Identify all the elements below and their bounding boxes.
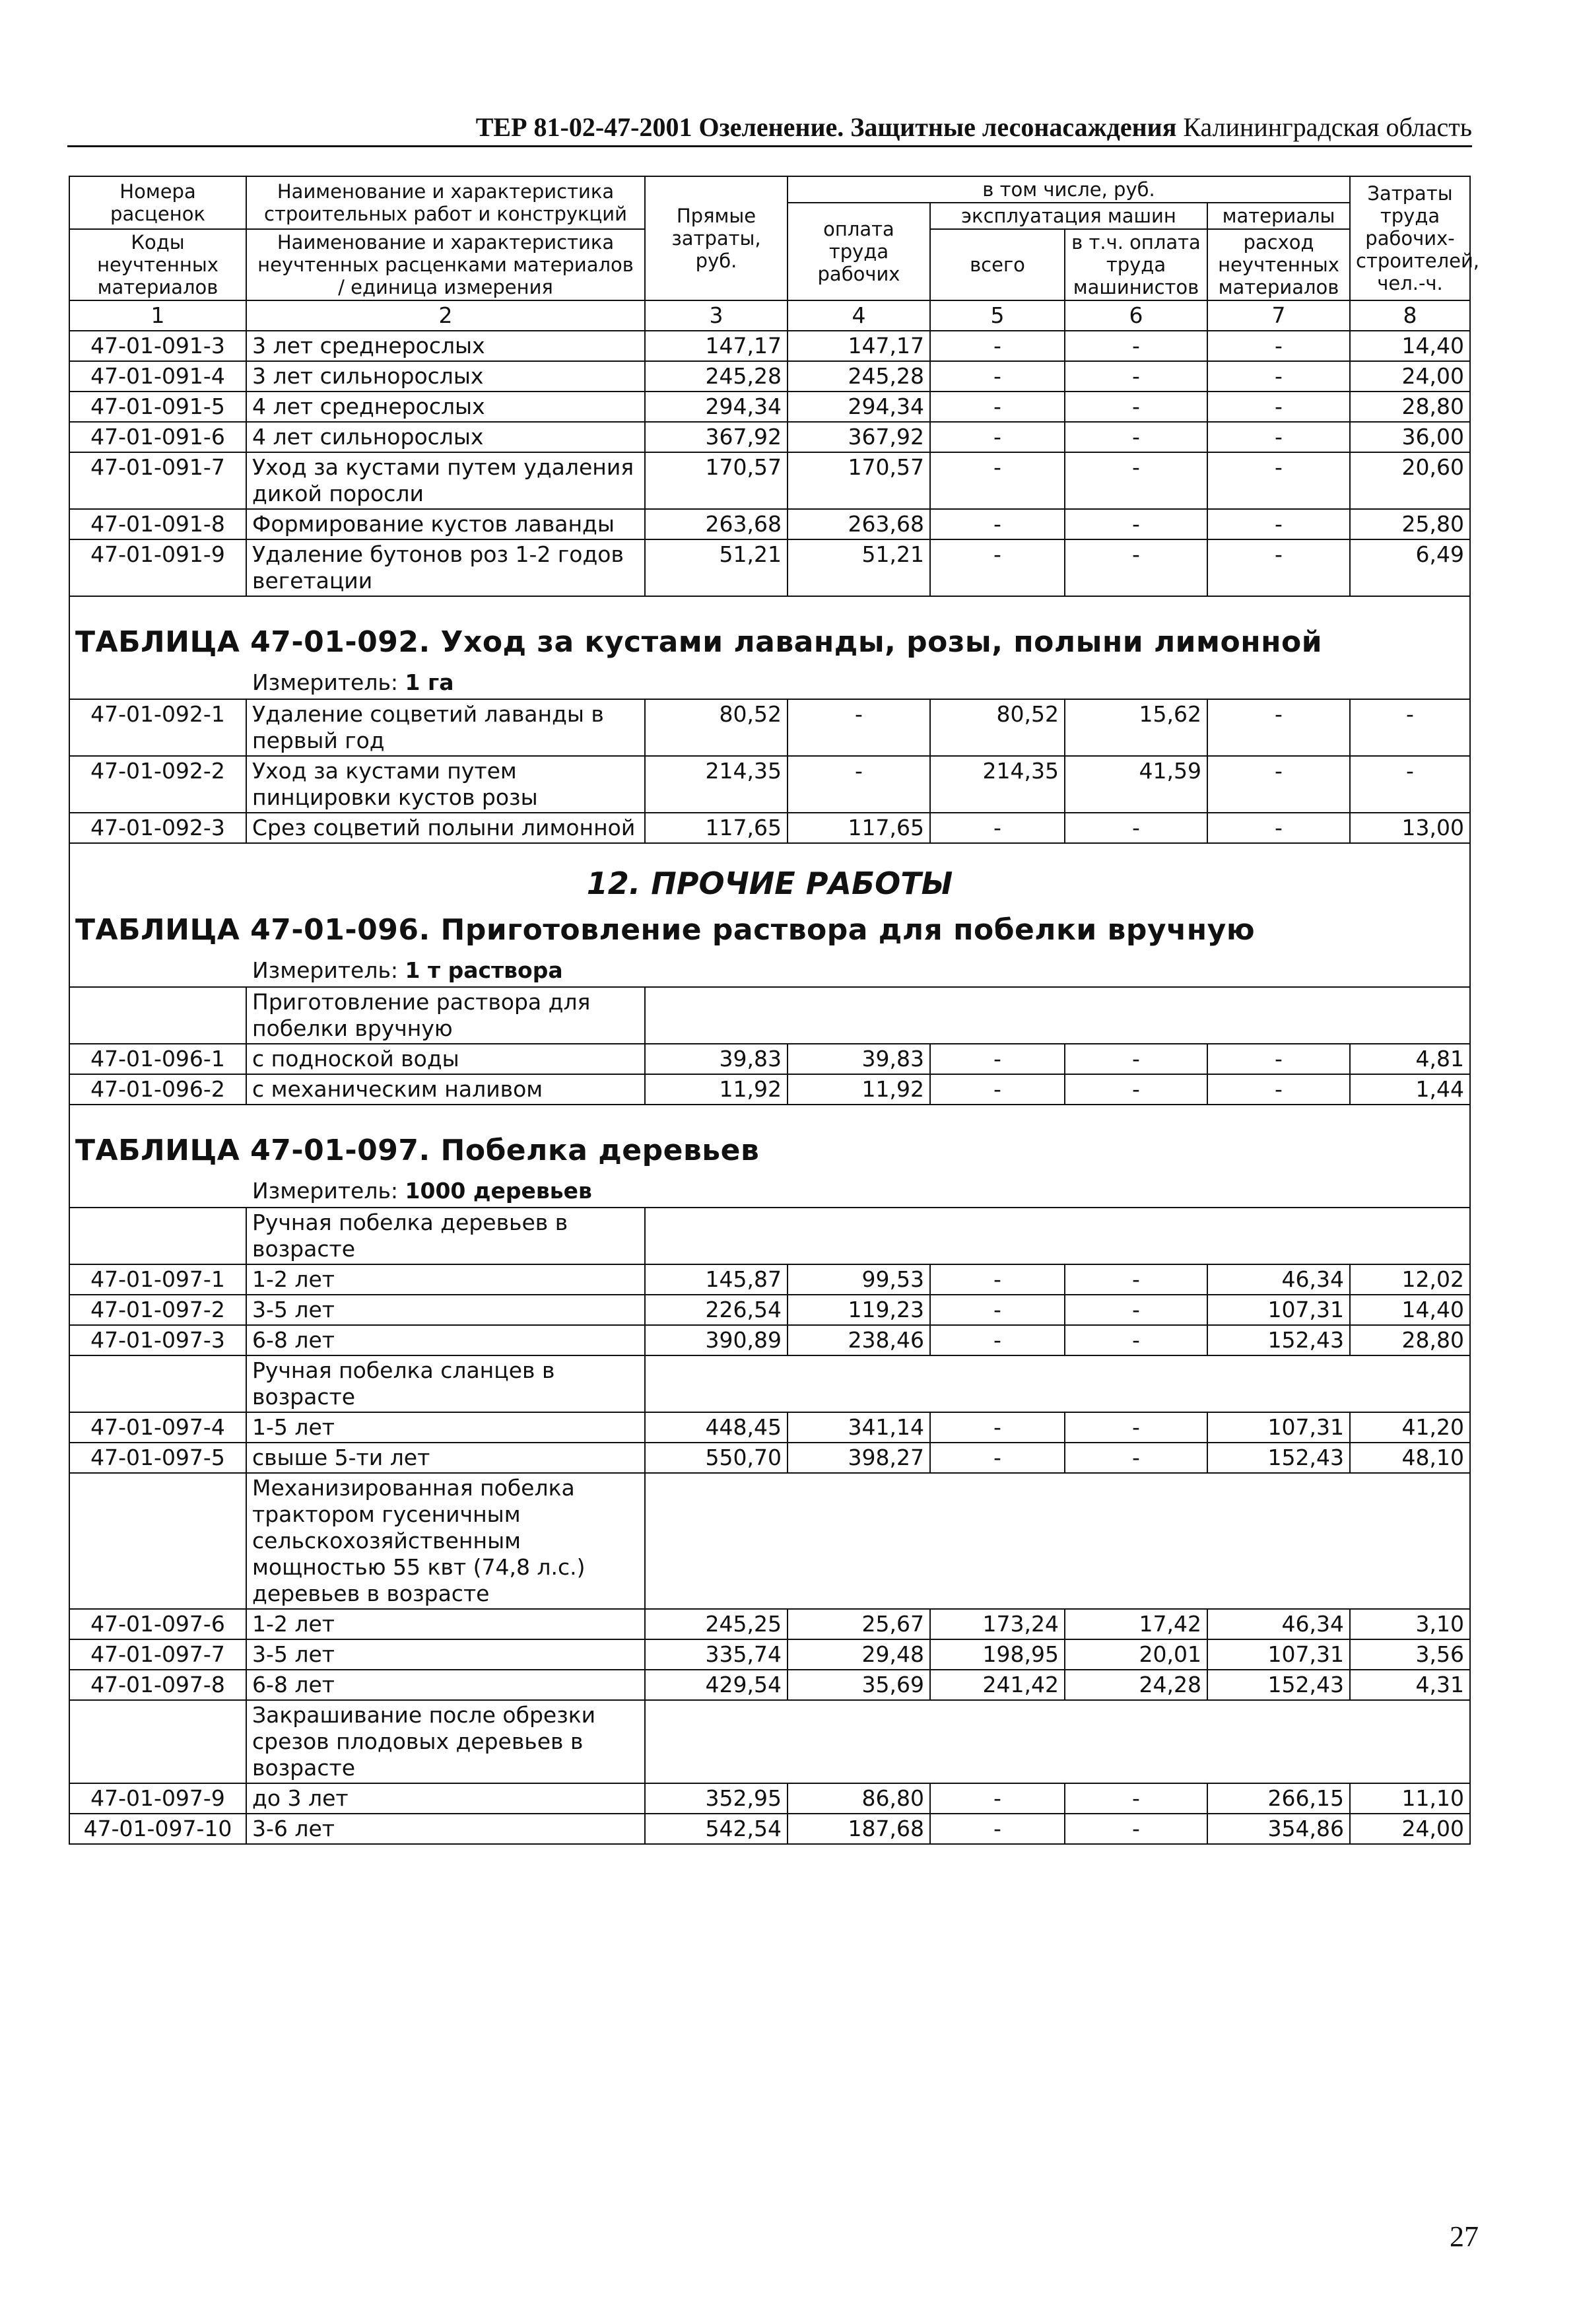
wages: 294,34 [788, 392, 930, 422]
wages: - [788, 699, 930, 756]
machines-total: - [930, 1325, 1065, 1355]
rate-code: 47-01-091-4 [69, 361, 246, 392]
operator-wages: - [1065, 331, 1207, 361]
operator-wages: - [1065, 1814, 1207, 1844]
direct-costs: 550,70 [645, 1443, 788, 1473]
col-number: 8 [1350, 300, 1470, 331]
table-row [69, 509, 1470, 539]
wages: 29,48 [788, 1639, 930, 1670]
header-machines-total: всего [930, 229, 1065, 300]
wages: 263,68 [788, 509, 930, 539]
materials: 152,43 [1207, 1670, 1350, 1700]
rate-code: 47-01-092-1 [69, 699, 246, 756]
section-title: 12. ПРОЧИЕ РАБОТЫ [586, 866, 953, 901]
machines-total: - [930, 539, 1065, 596]
machines-total: - [930, 422, 1065, 452]
work-name: с подноской воды [246, 1044, 645, 1074]
work-name: 3-6 лет [246, 1814, 645, 1844]
table-row [69, 756, 1470, 813]
operator-wages: 41,59 [1065, 756, 1207, 813]
materials: - [1207, 361, 1350, 392]
operator-wages: 17,42 [1065, 1609, 1207, 1639]
operator-wages: - [1065, 539, 1207, 596]
labor-costs: 14,40 [1350, 1295, 1470, 1325]
table-row [69, 1443, 1470, 1473]
group-row [69, 987, 1470, 1044]
header-row-1 [69, 176, 1470, 203]
operator-wages: - [1065, 1325, 1207, 1355]
work-name: Удаление соцветий лаванды в первый год [246, 699, 645, 756]
operator-wages: - [1065, 1074, 1207, 1105]
machines-total: - [930, 813, 1065, 843]
group-name: Механизированная побелка трактором гусеничным сельскохозяйственным мощностью 55 квт (74,8 л.с.) деревьев в возрасте [246, 1473, 645, 1609]
doc-id: ТЕР 81-02-47-2001 [475, 112, 692, 142]
machines-total: - [930, 1412, 1065, 1443]
table-096-title [69, 903, 1470, 955]
operator-wages: - [1065, 1443, 1207, 1473]
work-name: 6-8 лет [246, 1670, 645, 1700]
labor-costs: 36,00 [1350, 422, 1470, 452]
work-name: Уход за кустами путем удаления дикой поросли [246, 452, 645, 509]
direct-costs: 245,25 [645, 1609, 788, 1639]
labor-costs: 4,31 [1350, 1670, 1470, 1700]
operator-wages: - [1065, 1783, 1207, 1814]
operator-wages: - [1065, 509, 1207, 539]
rate-code: 47-01-096-2 [69, 1074, 246, 1105]
group-name: Ручная побелка сланцев в возрасте [246, 1355, 645, 1412]
materials: - [1207, 509, 1350, 539]
wages: 35,69 [788, 1670, 930, 1700]
direct-costs: 352,95 [645, 1783, 788, 1814]
page-header [67, 111, 1472, 147]
wages: 238,46 [788, 1325, 930, 1355]
materials: 46,34 [1207, 1609, 1350, 1639]
col-number: 6 [1065, 300, 1207, 331]
work-name: 3 лет сильнорослых [246, 361, 645, 392]
col-number: 5 [930, 300, 1065, 331]
rate-code: 47-01-092-3 [69, 813, 246, 843]
header-col1-bottom: Коды неучтенных материалов [69, 229, 246, 300]
rate-code: 47-01-091-5 [69, 392, 246, 422]
machines-total: 173,24 [930, 1609, 1065, 1639]
work-name: Срез соцветий полыни лимонной [246, 813, 645, 843]
wages: 86,80 [788, 1783, 930, 1814]
wages: 187,68 [788, 1814, 930, 1844]
operator-wages: - [1065, 1295, 1207, 1325]
table-row [69, 392, 1470, 422]
machines-total: - [930, 1074, 1065, 1105]
wages: 245,28 [788, 361, 930, 392]
labor-costs: 25,80 [1350, 509, 1470, 539]
operator-wages: 15,62 [1065, 699, 1207, 756]
materials: 46,34 [1207, 1264, 1350, 1295]
machines-total: - [930, 1783, 1065, 1814]
materials: - [1207, 452, 1350, 509]
unit-value: 1 га [405, 669, 454, 695]
column-numbers-row [69, 300, 1470, 331]
materials: 152,43 [1207, 1325, 1350, 1355]
work-name: 3-5 лет [246, 1639, 645, 1670]
operator-wages: - [1065, 1412, 1207, 1443]
table-row [69, 1074, 1470, 1105]
rate-code: 47-01-097-9 [69, 1783, 246, 1814]
machines-total: - [930, 1295, 1065, 1325]
work-name: 3-5 лет [246, 1295, 645, 1325]
operator-wages: 20,01 [1065, 1639, 1207, 1670]
labor-costs: - [1350, 756, 1470, 813]
table-row [69, 699, 1470, 756]
direct-costs: 367,92 [645, 422, 788, 452]
labor-costs: 20,60 [1350, 452, 1470, 509]
work-name: Формирование кустов лаванды [246, 509, 645, 539]
materials: - [1207, 1044, 1350, 1074]
machines-total: - [930, 392, 1065, 422]
labor-costs: 13,00 [1350, 813, 1470, 843]
direct-costs: 170,57 [645, 452, 788, 509]
header-direct-costs: Прямые затраты, руб. [645, 176, 788, 300]
group-row [69, 1473, 1470, 1609]
direct-costs: 542,54 [645, 1814, 788, 1844]
labor-costs: 11,10 [1350, 1783, 1470, 1814]
materials: - [1207, 539, 1350, 596]
rate-code: 47-01-097-5 [69, 1443, 246, 1473]
machines-total: - [930, 452, 1065, 509]
table-row [69, 1639, 1470, 1670]
operator-wages: - [1065, 452, 1207, 509]
machines-total: - [930, 509, 1065, 539]
unit-label: Измеритель: [252, 669, 399, 695]
header-wages: оплата труда рабочих [788, 203, 930, 300]
wages: - [788, 756, 930, 813]
materials: - [1207, 813, 1350, 843]
materials: 266,15 [1207, 1783, 1350, 1814]
materials: 107,31 [1207, 1412, 1350, 1443]
wages: 341,14 [788, 1412, 930, 1443]
materials: - [1207, 1074, 1350, 1105]
table-097-title [69, 1105, 1470, 1175]
table-row [69, 422, 1470, 452]
wages: 11,92 [788, 1074, 930, 1105]
direct-costs: 51,21 [645, 539, 788, 596]
operator-wages: - [1065, 1264, 1207, 1295]
direct-costs: 80,52 [645, 699, 788, 756]
direct-costs: 429,54 [645, 1670, 788, 1700]
machines-total: - [930, 1443, 1065, 1473]
group-name: Закрашивание после обрезки срезов плодовых деревьев в возрасте [246, 1700, 645, 1783]
col-number: 2 [246, 300, 645, 331]
table-title: ТАБЛИЦА 47-01-092. Уход за кустами лаванды, розы, полыни лимонной [75, 625, 1323, 659]
wages: 367,92 [788, 422, 930, 452]
labor-costs: 4,81 [1350, 1044, 1470, 1074]
wages: 398,27 [788, 1443, 930, 1473]
header-col2-top: Наименование и характеристика строительных работ и конструкций [246, 176, 645, 229]
group-name: Приготовление раствора для побелки вручную [246, 987, 645, 1044]
work-name: свыше 5-ти лет [246, 1443, 645, 1473]
rate-code: 47-01-097-7 [69, 1639, 246, 1670]
labor-costs: 14,40 [1350, 331, 1470, 361]
labor-costs: 12,02 [1350, 1264, 1470, 1295]
group-row [69, 1700, 1470, 1783]
rate-code: 47-01-097-4 [69, 1412, 246, 1443]
table-title: ТАБЛИЦА 47-01-097. Побелка деревьев [75, 1134, 760, 1167]
unit-value: 1 т раствора [405, 957, 563, 983]
materials: - [1207, 331, 1350, 361]
direct-costs: 390,89 [645, 1325, 788, 1355]
table-row [69, 452, 1470, 509]
table-row [69, 539, 1470, 596]
work-name: до 3 лет [246, 1783, 645, 1814]
table-row [69, 1814, 1470, 1844]
unit-row [69, 955, 1470, 987]
table-row [69, 1783, 1470, 1814]
labor-costs: - [1350, 699, 1470, 756]
direct-costs: 39,83 [645, 1044, 788, 1074]
materials: - [1207, 392, 1350, 422]
header-in-total: в том числе, руб. [788, 176, 1350, 203]
group-name: Ручная побелка деревьев в возрасте [246, 1208, 645, 1264]
doc-region: Калининградская область [1183, 112, 1472, 142]
work-name: 6-8 лет [246, 1325, 645, 1355]
rate-code: 47-01-091-6 [69, 422, 246, 452]
work-name: с механическим наливом [246, 1074, 645, 1105]
operator-wages: - [1065, 813, 1207, 843]
operator-wages: 24,28 [1065, 1670, 1207, 1700]
direct-costs: 263,68 [645, 509, 788, 539]
rate-code: 47-01-091-9 [69, 539, 246, 596]
header-labor-costs: Затраты труда рабочих-строителей, чел.-ч. [1350, 176, 1470, 300]
materials: - [1207, 422, 1350, 452]
direct-costs: 11,92 [645, 1074, 788, 1105]
labor-costs: 24,00 [1350, 361, 1470, 392]
materials: - [1207, 699, 1350, 756]
machines-total: 214,35 [930, 756, 1065, 813]
group-row [69, 1208, 1470, 1264]
section-12-heading [69, 843, 1470, 903]
wages: 51,21 [788, 539, 930, 596]
rate-code: 47-01-097-1 [69, 1264, 246, 1295]
table-row [69, 1412, 1470, 1443]
rate-code: 47-01-097-10 [69, 1814, 246, 1844]
wages: 147,17 [788, 331, 930, 361]
rate-code: 47-01-091-3 [69, 331, 246, 361]
labor-costs: 24,00 [1350, 1814, 1470, 1844]
work-name: 4 лет сильнорослых [246, 422, 645, 452]
wages: 117,65 [788, 813, 930, 843]
labor-costs: 48,10 [1350, 1443, 1470, 1473]
machines-total: - [930, 1264, 1065, 1295]
doc-title: Озеленение. Защитные лесонасаждения [698, 112, 1177, 142]
machines-total: 198,95 [930, 1639, 1065, 1670]
work-name: 1-2 лет [246, 1609, 645, 1639]
direct-costs: 294,34 [645, 392, 788, 422]
table-row [69, 1044, 1470, 1074]
labor-costs: 28,80 [1350, 392, 1470, 422]
materials: 152,43 [1207, 1443, 1350, 1473]
labor-costs: 3,56 [1350, 1639, 1470, 1670]
price-table [69, 176, 1480, 1845]
labor-costs: 41,20 [1350, 1412, 1470, 1443]
table-row [69, 813, 1470, 843]
direct-costs: 214,35 [645, 756, 788, 813]
col-number: 7 [1207, 300, 1350, 331]
direct-costs: 448,45 [645, 1412, 788, 1443]
unit-row [69, 1175, 1470, 1208]
col-number: 1 [69, 300, 246, 331]
work-name: Удаление бутонов роз 1-2 годов вегетации [246, 539, 645, 596]
direct-costs: 226,54 [645, 1295, 788, 1325]
work-name: 3 лет среднерослых [246, 331, 645, 361]
operator-wages: - [1065, 392, 1207, 422]
unit-label: Измеритель: [252, 957, 399, 983]
rate-code: 47-01-097-2 [69, 1295, 246, 1325]
labor-costs: 1,44 [1350, 1074, 1470, 1105]
header-materials: материалы [1207, 203, 1350, 229]
table-row [69, 1325, 1470, 1355]
labor-costs: 28,80 [1350, 1325, 1470, 1355]
table-row [69, 1670, 1470, 1700]
machines-total: - [930, 331, 1065, 361]
rate-code: 47-01-097-6 [69, 1609, 246, 1639]
materials: 107,31 [1207, 1295, 1350, 1325]
table-row [69, 361, 1470, 392]
page-number: 27 [1450, 2220, 1479, 2253]
group-row [69, 1355, 1470, 1412]
wages: 25,67 [788, 1609, 930, 1639]
header-operator-wages: в т.ч. оплата труда машинистов [1065, 229, 1207, 300]
materials: - [1207, 756, 1350, 813]
work-name: Уход за кустами путем пинцировки кустов розы [246, 756, 645, 813]
header-col1-top: Номера расценок [69, 176, 246, 229]
unit-label: Измеритель: [252, 1178, 399, 1204]
direct-costs: 147,17 [645, 331, 788, 361]
machines-total: 80,52 [930, 699, 1065, 756]
table-row [69, 331, 1470, 361]
labor-costs: 3,10 [1350, 1609, 1470, 1639]
rate-code: 47-01-097-3 [69, 1325, 246, 1355]
direct-costs: 335,74 [645, 1639, 788, 1670]
rate-code: 47-01-096-1 [69, 1044, 246, 1074]
direct-costs: 245,28 [645, 361, 788, 392]
col-number: 3 [645, 300, 788, 331]
table-row [69, 1264, 1470, 1295]
col-number: 4 [788, 300, 930, 331]
direct-costs: 145,87 [645, 1264, 788, 1295]
wages: 99,53 [788, 1264, 930, 1295]
rate-code: 47-01-092-2 [69, 756, 246, 813]
table-title: ТАБЛИЦА 47-01-096. Приготовление раствора для побелки вручную [75, 913, 1256, 947]
wages: 119,23 [788, 1295, 930, 1325]
wages: 170,57 [788, 452, 930, 509]
work-name: 1-2 лет [246, 1264, 645, 1295]
materials: 354,86 [1207, 1814, 1350, 1844]
table-092-title [69, 596, 1470, 667]
machines-total: 241,42 [930, 1670, 1065, 1700]
header-col2-bottom: Наименование и характеристика неучтенных расценками материалов / единица измерения [246, 229, 645, 300]
operator-wages: - [1065, 422, 1207, 452]
operator-wages: - [1065, 361, 1207, 392]
rate-code: 47-01-097-8 [69, 1670, 246, 1700]
table-row [69, 1295, 1470, 1325]
header-unaccounted-materials: расход неучтенных материалов [1207, 229, 1350, 300]
wages: 39,83 [788, 1044, 930, 1074]
machines-total: - [930, 1814, 1065, 1844]
unit-row [69, 667, 1470, 699]
rate-code: 47-01-091-8 [69, 509, 246, 539]
labor-costs: 6,49 [1350, 539, 1470, 596]
work-name: 1-5 лет [246, 1412, 645, 1443]
rate-code: 47-01-091-7 [69, 452, 246, 509]
header-machines: эксплуатация машин [930, 203, 1207, 229]
operator-wages: - [1065, 1044, 1207, 1074]
work-name: 4 лет среднерослых [246, 392, 645, 422]
materials: 107,31 [1207, 1639, 1350, 1670]
price-table-body [69, 176, 1480, 1844]
price-table-document [69, 176, 1480, 1845]
direct-costs: 117,65 [645, 813, 788, 843]
machines-total: - [930, 361, 1065, 392]
machines-total: - [930, 1044, 1065, 1074]
table-row [69, 1609, 1470, 1639]
unit-value: 1000 деревьев [405, 1178, 592, 1204]
